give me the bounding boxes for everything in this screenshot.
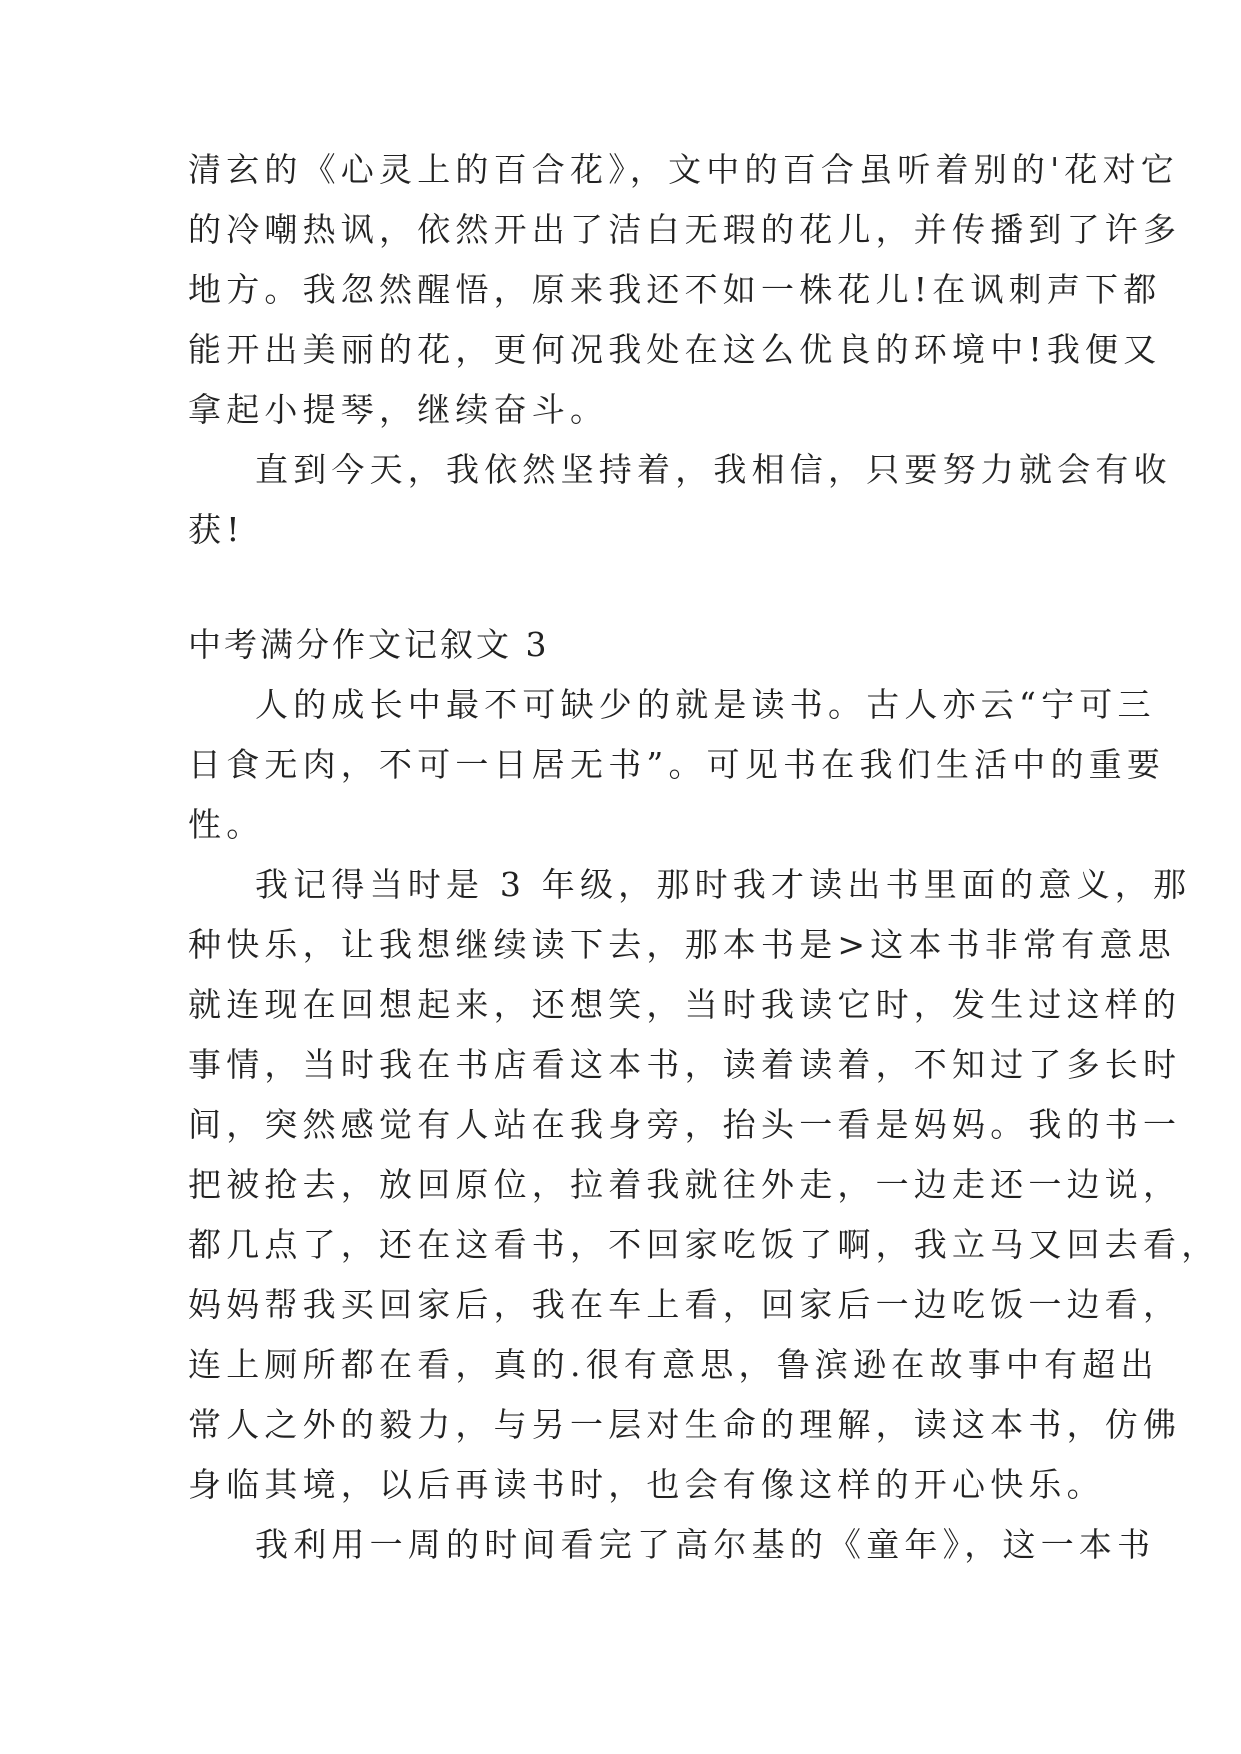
- text-line: 事情，当时我在书店看这本书，读着读着，不知过了多长时: [188, 1045, 1182, 1084]
- text-line: 常人之外的毅力，与另一层对生命的理解，读这本书，仿佛: [188, 1405, 1182, 1444]
- paragraph-first-line: 我利用一周的时间看完了高尔基的《童年》，这一本书: [255, 1525, 1156, 1564]
- section-heading: 中考满分作文记叙文 3: [188, 625, 550, 664]
- text-line: 间，突然感觉有人站在我身旁，抬头一看是妈妈。我的书一: [188, 1105, 1182, 1144]
- text-line: 连上厕所都在看，真的.很有意思，鲁滨逊在故事中有超出: [188, 1345, 1159, 1384]
- text-line: 都几点了，还在这看书，不回家吃饭了啊，我立马又回去看，: [188, 1225, 1220, 1264]
- text-line: 的冷嘲热讽，依然开出了洁白无瑕的花儿，并传播到了许多: [188, 210, 1182, 249]
- text-line: 把被抢去，放回原位，拉着我就往外走，一边走还一边说，: [188, 1165, 1182, 1204]
- text-line: 就连现在回想起来，还想笑，当时我读它时，发生过这样的: [188, 985, 1182, 1024]
- text-line: 性。: [188, 805, 265, 844]
- text-line: 种快乐，让我想继续读下去，那本书是>这本书非常有意思: [188, 925, 1176, 964]
- paragraph-first-line: 直到今天，我依然坚持着，我相信，只要努力就会有收: [255, 450, 1172, 489]
- text-line: 拿起小提琴，继续奋斗。: [188, 390, 609, 429]
- paragraph-first-line: 人的成长中最不可缺少的就是读书。古人亦云“宁可三: [255, 685, 1156, 724]
- text-line: 身临其境，以后再读书时，也会有像这样的开心快乐。: [188, 1465, 1105, 1504]
- text-line: 清玄的《心灵上的百合花》，文中的百合虽听着别的'花对它: [188, 150, 1179, 189]
- text-line: 能开出美丽的花，更何况我处在这么优良的环境中!我便又: [188, 330, 1162, 369]
- text-line: 妈妈帮我买回家后，我在车上看，回家后一边吃饭一边看，: [188, 1285, 1182, 1324]
- text-line: 地方。我忽然醒悟，原来我还不如一株花儿!在讽刺声下都: [188, 270, 1162, 309]
- text-line: 日食无肉，不可一日居无书”。可见书在我们生活中的重要: [188, 745, 1166, 784]
- text-line: 获!: [188, 510, 245, 549]
- paragraph-first-line: 我记得当时是 3 年级，那时我才读出书里面的意义，那: [255, 865, 1192, 904]
